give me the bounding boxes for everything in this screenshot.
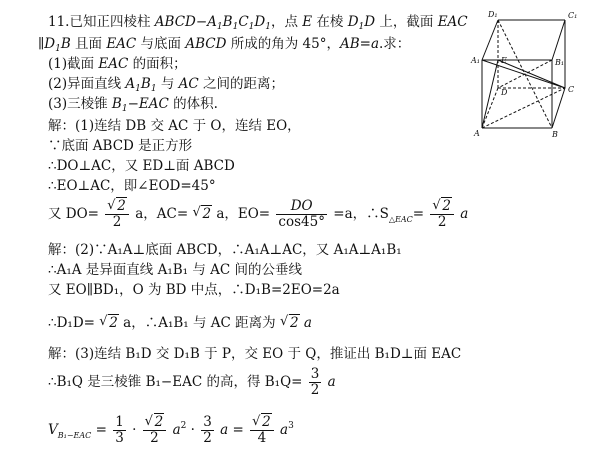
label-e: E <box>501 56 507 65</box>
question-3 <box>48 96 218 117</box>
fraction: √ 2 2 <box>143 415 167 446</box>
text: 2 <box>202 206 212 222</box>
label-d: D <box>501 88 508 97</box>
text: D <box>44 36 56 52</box>
text: 4 <box>257 430 267 446</box>
text: 2 <box>150 430 159 446</box>
text: △EAC <box>388 215 413 224</box>
text: D <box>254 14 266 30</box>
edge-d1a1 <box>482 20 498 60</box>
text: 之间的距离； <box>198 76 285 92</box>
text: 1 <box>121 104 128 114</box>
solution-line-3: ∴DO⊥AC，又 ED⊥面 ABCD <box>48 158 235 174</box>
text: 的面积； <box>128 56 187 72</box>
text: EAC <box>138 96 169 112</box>
text: B <box>222 14 233 30</box>
text: 1 <box>115 414 124 430</box>
label-a: A <box>474 129 480 138</box>
text: AC <box>178 76 199 92</box>
text: 与底面 <box>136 36 186 52</box>
text: ∥ <box>38 36 45 52</box>
text: B <box>111 96 122 112</box>
question-2 <box>48 76 284 97</box>
text: 2 <box>154 414 164 430</box>
text: (1)截面 <box>48 56 99 72</box>
label-c1: C₁ <box>568 11 578 20</box>
text: ∴D₁D= <box>48 315 95 331</box>
text: 且面 <box>70 36 107 52</box>
fraction: √ 2 2 <box>105 199 129 230</box>
text: 1 <box>265 22 271 32</box>
text: a <box>172 422 181 438</box>
solution-line-11 <box>48 366 336 398</box>
label-b: B <box>552 130 558 138</box>
text: (2)异面直线 <box>48 76 126 92</box>
solution-line-7: ∴A₁A 是异面直线 A₁B₁ 与 AC 间的公垂线 <box>48 262 303 278</box>
text: 1 <box>150 84 157 94</box>
text: 1 <box>55 44 61 54</box>
text: .求： <box>379 36 411 52</box>
text: 2 <box>112 214 122 230</box>
text: 2 <box>109 315 118 331</box>
text: ∴B₁Q 是三棱锥 B₁−EAC 的高，得 B₁Q= <box>48 374 303 390</box>
text: EAC <box>437 14 468 30</box>
solution-line-9 <box>48 315 312 331</box>
text: 2 <box>203 430 212 446</box>
text: DO <box>276 199 327 215</box>
label-c: C <box>568 85 575 94</box>
label-d1: D₁ <box>488 10 498 19</box>
text: a <box>370 36 379 52</box>
text: a <box>280 422 289 438</box>
text: B₁−EAC <box>57 431 92 440</box>
text: 2 <box>262 414 271 430</box>
solution-line-4: ∴EO⊥AC，即∠EOD=45° <box>48 178 216 194</box>
text: a <box>327 374 336 390</box>
edge-bc <box>552 88 565 128</box>
text: = <box>412 206 425 222</box>
question-1 <box>48 56 187 72</box>
text: 2 <box>310 382 320 398</box>
text: − <box>127 96 139 112</box>
text: 在棱 <box>312 14 348 30</box>
text: 1 <box>232 22 239 32</box>
text: 3 <box>288 421 294 431</box>
text: 已知正四棱柱 <box>69 14 155 30</box>
text: 1 <box>248 22 255 32</box>
text: = <box>95 422 107 438</box>
radical: √ 2 <box>279 314 299 331</box>
prism-figure <box>470 8 592 138</box>
fraction <box>201 415 214 446</box>
text: C <box>238 14 249 30</box>
solution-line-12 <box>48 408 294 454</box>
text: (3)三棱锥 <box>48 96 112 112</box>
text: 2 <box>437 214 447 230</box>
text: ABCD <box>185 36 227 52</box>
text: AB <box>339 36 360 52</box>
text: D <box>364 14 376 30</box>
text: cos45° <box>278 214 325 230</box>
text: 1 <box>135 84 141 94</box>
text: 上，截面 <box>375 14 438 30</box>
text: a <box>460 206 469 222</box>
text: 1 <box>358 22 365 32</box>
text: EAC <box>106 36 137 52</box>
text: 3 <box>115 430 124 446</box>
fraction: √ 2 2 <box>430 199 454 230</box>
text: · <box>132 422 137 438</box>
text: 所成的角为 45°， <box>226 36 340 52</box>
text: B <box>60 36 71 52</box>
radical: √ 2 <box>192 205 212 222</box>
text: − <box>195 14 208 30</box>
text: 1 <box>216 22 223 32</box>
solution-line-5 <box>48 198 468 236</box>
label-a1: A₁ <box>471 56 480 65</box>
text: = <box>232 422 244 438</box>
text: A <box>125 76 136 92</box>
text: =a，∴S <box>333 206 389 222</box>
text: EAC <box>98 56 129 72</box>
text: E <box>302 14 313 30</box>
text: 又 DO= <box>48 206 99 222</box>
solution-line-10: 解：(3)连结 B₁D 交 D₁B 于 P，交 EO 于 Q，推证出 B₁D⊥面 EAC <box>48 346 462 362</box>
text: a，EO= <box>216 206 271 222</box>
edge-c1b1 <box>552 20 565 60</box>
problem-line-2 <box>38 36 410 57</box>
fraction <box>113 415 126 446</box>
text: V <box>48 422 58 438</box>
solution-line-1: 解：(1)连结 DB 交 AC 于 O，连结 EO， <box>48 118 301 134</box>
solution-line-6: 解：(2)∵A₁A⊥底面 ABCD，∴A₁A⊥AC，又 A₁A⊥A₁B₁ <box>48 242 402 258</box>
text: a <box>303 315 312 331</box>
diagonal-ac <box>482 88 565 128</box>
text: a <box>220 422 229 438</box>
text: 3 <box>310 366 320 382</box>
fraction <box>276 199 327 230</box>
text: 2 <box>117 198 126 214</box>
text: ABCD <box>154 14 196 30</box>
text: D <box>347 14 359 30</box>
label-b1: B₁ <box>555 58 565 67</box>
text: a，∴A₁B₁ 与 AC 距离为 <box>123 315 276 331</box>
radical: √ 2 <box>99 314 118 331</box>
solution-line-8: 又 EO∥BD₁，O 为 BD 中点，∴D₁B=2EO=2a <box>48 282 340 298</box>
text: 2 <box>180 421 187 431</box>
problem-number: 11. <box>48 14 70 30</box>
text: · <box>190 422 195 438</box>
text: B <box>140 76 151 92</box>
fraction: √ 2 4 <box>250 415 274 446</box>
text: 2 <box>289 315 299 331</box>
text: A <box>207 14 217 30</box>
fraction <box>309 367 322 398</box>
text: 2 <box>442 198 451 214</box>
text: a，AC= <box>135 206 189 222</box>
text: 与 <box>156 76 179 92</box>
text: = <box>359 36 371 52</box>
text: 3 <box>203 414 212 430</box>
solution-line-2: ∵底面 ABCD 是正方形 <box>48 138 193 154</box>
text: 的体积. <box>168 96 218 112</box>
text: ，点 <box>270 14 303 30</box>
problem-line-1 <box>48 14 468 35</box>
